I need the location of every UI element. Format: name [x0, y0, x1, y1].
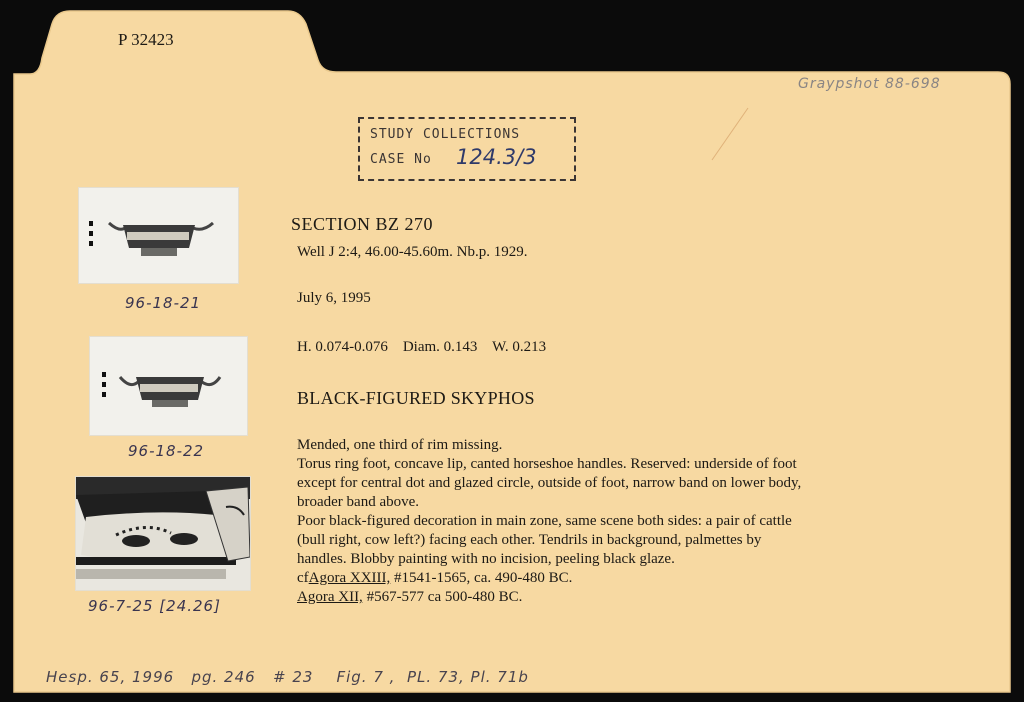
description-line: Mended, one third of rim missing.	[297, 437, 503, 453]
stamp-case-number: 124.3/3	[456, 145, 537, 169]
reference-link-agora-xii[interactable]: Agora XII,	[297, 589, 363, 605]
description-line: except for central dot and glazed circle, outside of foot, narrow band on lower body,	[297, 475, 802, 491]
stamp-line2: CASE No	[370, 152, 432, 167]
skyphos-vessel-image	[90, 337, 247, 435]
photo-skyphos-side-view-2	[89, 336, 248, 436]
photo-caption-3: 96-7-25 [24.26]	[88, 597, 221, 615]
publication-note: Hesp. 65, 1996 pg. 246 # 23 Fig. 7 , PL. 73, Pl. 71b	[46, 668, 529, 686]
scale-bar	[102, 372, 106, 397]
skyphos-detail-image	[76, 477, 250, 590]
photo-skyphos-detail	[75, 476, 251, 591]
dimensions: H. 0.074-0.076 Diam. 0.143 W. 0.213	[297, 339, 547, 355]
stamp-line1: STUDY COLLECTIONS	[370, 127, 521, 142]
description-line: broader band above.	[297, 494, 420, 510]
reference-detail: #567-577 ca 500-480 BC.	[366, 589, 523, 605]
description-line: Poor black-figured decoration in main zone, same scene both sides: a pair of cattle	[297, 513, 792, 529]
description-line: (bull right, cow left?) facing each other. Tendrils in background, palmettes by	[297, 532, 762, 548]
scale-bar	[89, 221, 93, 246]
catalog-date: July 6, 1995	[297, 290, 371, 306]
photographer-note: Graypshot 88-698	[798, 76, 941, 92]
skyphos-vessel-image	[79, 188, 238, 283]
reference-line-2	[297, 588, 801, 607]
description-line: handles. Blobby painting with no incision, peeling black glaze.	[297, 551, 675, 567]
description-line: Torus ring foot, concave lip, canted horseshoe handles. Reserved: underside of foot	[297, 456, 797, 472]
photo-caption-2: 96-18-22	[128, 442, 205, 460]
description	[297, 436, 801, 607]
reference-detail: #1541-1565, ca. 490-480 BC.	[394, 570, 573, 586]
findspot: Well J 2:4, 46.00-45.60m. Nb.p. 1929.	[297, 244, 528, 260]
object-title: BLACK-FIGURED SKYPHOS	[297, 388, 535, 408]
photo-skyphos-side-view-1	[78, 187, 239, 284]
reference-prefix: cf	[297, 570, 309, 586]
study-collections-stamp	[358, 117, 576, 181]
section-heading: SECTION BZ 270	[291, 214, 433, 234]
reference-line-1	[297, 569, 801, 588]
reference-link-agora-xxiii[interactable]: Agora XXIII,	[308, 570, 391, 586]
card-id: P 32423	[118, 30, 174, 49]
photo-caption-1: 96-18-21	[125, 294, 202, 312]
